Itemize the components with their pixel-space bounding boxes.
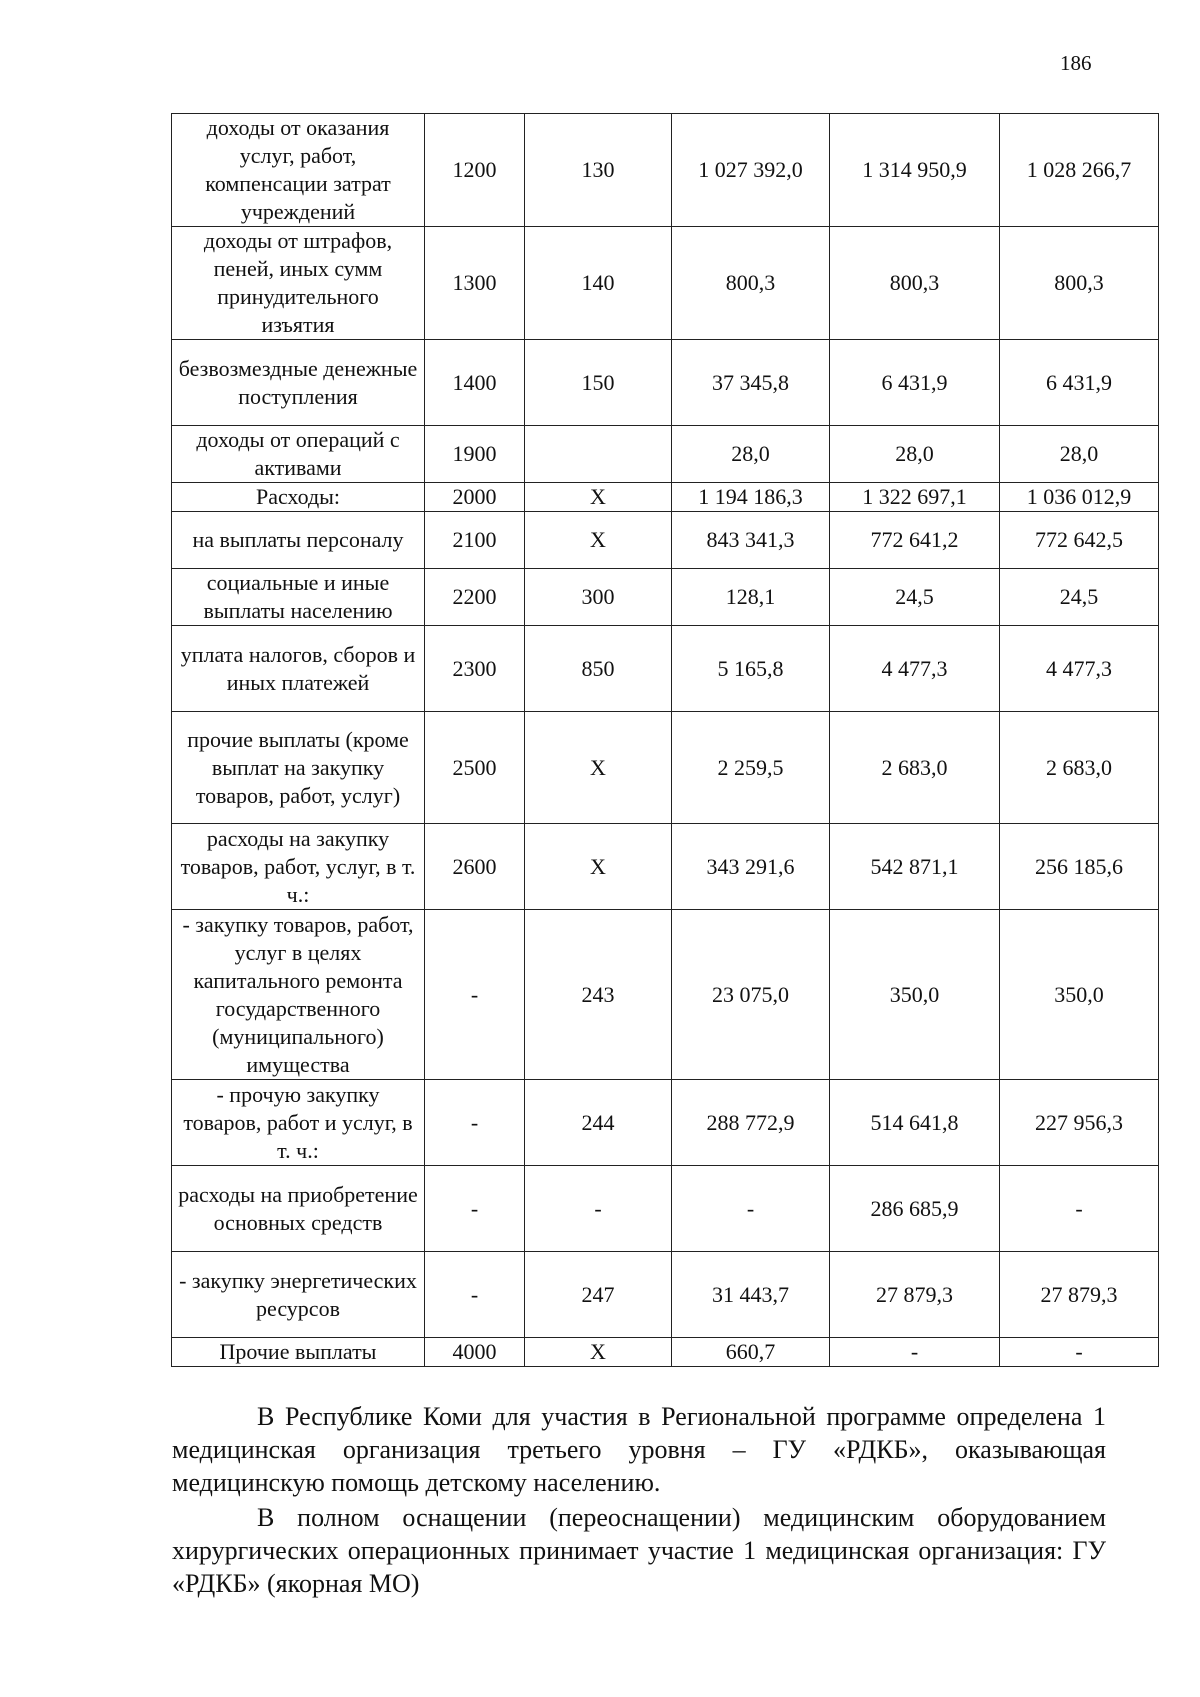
row-value-cell: 800,3: [830, 227, 1000, 340]
row-kbk-cell: X: [525, 824, 672, 910]
row-value-cell: 2 683,0: [1000, 712, 1159, 824]
table-row: [172, 340, 1159, 426]
row-kbk-cell: 247: [525, 1252, 672, 1338]
row-value-cell: 660,7: [672, 1338, 830, 1367]
table-row: [172, 1166, 1159, 1252]
row-value-cell: 514 641,8: [830, 1080, 1000, 1166]
paragraph: В Республике Коми для участия в Региональной программе определена 1 медицинская организация третьего уровня – ГУ «РДКБ», оказывающая медицинскую помощь детскому населению.: [172, 1402, 1106, 1497]
row-value-cell: 1 036 012,9: [1000, 483, 1159, 512]
row-value-cell: 350,0: [1000, 910, 1159, 1080]
row-code-cell: 2100: [425, 512, 525, 569]
row-value-cell: 24,5: [1000, 569, 1159, 626]
row-value-cell: -: [1000, 1166, 1159, 1252]
row-label-cell: доходы от штрафов, пеней, иных сумм принудительного изъятия: [172, 227, 425, 340]
table-row: [172, 824, 1159, 910]
row-value-cell: 4 477,3: [830, 626, 1000, 712]
row-value-cell: 2 683,0: [830, 712, 1000, 824]
row-value-cell: 5 165,8: [672, 626, 830, 712]
row-value-cell: 227 956,3: [1000, 1080, 1159, 1166]
paragraph: В полном оснащении (переоснащении) медицинским оборудованием хирургических операционных принимает участие 1 медицинская организация: ГУ «РДКБ» (якорная МО): [172, 1503, 1106, 1598]
row-value-cell: 256 185,6: [1000, 824, 1159, 910]
row-code-cell: 2200: [425, 569, 525, 626]
row-value-cell: 772 642,5: [1000, 512, 1159, 569]
table-row: [172, 712, 1159, 824]
row-kbk-cell: 300: [525, 569, 672, 626]
row-value-cell: 24,5: [830, 569, 1000, 626]
row-code-cell: 1300: [425, 227, 525, 340]
row-value-cell: 28,0: [672, 426, 830, 483]
table-row: [172, 227, 1159, 340]
row-value-cell: 1 322 697,1: [830, 483, 1000, 512]
row-label-cell: на выплаты персоналу: [172, 512, 425, 569]
row-value-cell: 128,1: [672, 569, 830, 626]
row-value-cell: 343 291,6: [672, 824, 830, 910]
row-kbk-cell: 243: [525, 910, 672, 1080]
row-value-cell: 286 685,9: [830, 1166, 1000, 1252]
table-row: [172, 626, 1159, 712]
row-value-cell: 27 879,3: [830, 1252, 1000, 1338]
table-row: [172, 1338, 1159, 1367]
table-row: [172, 512, 1159, 569]
row-label-cell: социальные и иные выплаты населению: [172, 569, 425, 626]
row-value-cell: 288 772,9: [672, 1080, 830, 1166]
row-kbk-cell: [525, 426, 672, 483]
row-kbk-cell: -: [525, 1166, 672, 1252]
row-label-cell: прочие выплаты (кроме выплат на закупку товаров, работ, услуг): [172, 712, 425, 824]
row-label-cell: доходы от оказания услуг, работ, компенсации затрат учреждений: [172, 114, 425, 227]
row-value-cell: 28,0: [1000, 426, 1159, 483]
row-code-cell: 1400: [425, 340, 525, 426]
row-code-cell: 4000: [425, 1338, 525, 1367]
budget-table-body: [172, 114, 1159, 1367]
row-code-cell: 1900: [425, 426, 525, 483]
table-row: [172, 1252, 1159, 1338]
row-kbk-cell: 140: [525, 227, 672, 340]
row-code-cell: -: [425, 910, 525, 1080]
row-kbk-cell: 244: [525, 1080, 672, 1166]
table-row: [172, 569, 1159, 626]
row-value-cell: 1 314 950,9: [830, 114, 1000, 227]
table-row: [172, 483, 1159, 512]
row-value-cell: 350,0: [830, 910, 1000, 1080]
row-value-cell: 31 443,7: [672, 1252, 830, 1338]
row-code-cell: 2600: [425, 824, 525, 910]
row-value-cell: 6 431,9: [830, 340, 1000, 426]
table-row: [172, 426, 1159, 483]
row-value-cell: 1 194 186,3: [672, 483, 830, 512]
row-value-cell: -: [1000, 1338, 1159, 1367]
row-kbk-cell: X: [525, 512, 672, 569]
row-value-cell: 800,3: [1000, 227, 1159, 340]
table-row: [172, 1080, 1159, 1166]
row-value-cell: 37 345,8: [672, 340, 830, 426]
page-number: 186: [1060, 51, 1092, 75]
row-code-cell: -: [425, 1252, 525, 1338]
row-value-cell: -: [830, 1338, 1000, 1367]
row-value-cell: 1 027 392,0: [672, 114, 830, 227]
row-code-cell: -: [425, 1166, 525, 1252]
row-value-cell: -: [672, 1166, 830, 1252]
row-kbk-cell: 130: [525, 114, 672, 227]
row-label-cell: Расходы:: [172, 483, 425, 512]
body-text: [172, 1400, 1106, 1600]
row-kbk-cell: X: [525, 712, 672, 824]
row-value-cell: 23 075,0: [672, 910, 830, 1080]
row-label-cell: уплата налогов, сборов и иных платежей: [172, 626, 425, 712]
row-code-cell: 2000: [425, 483, 525, 512]
row-value-cell: 800,3: [672, 227, 830, 340]
row-label-cell: Прочие выплаты: [172, 1338, 425, 1367]
row-code-cell: 2300: [425, 626, 525, 712]
row-label-cell: расходы на приобретение основных средств: [172, 1166, 425, 1252]
table-row: [172, 910, 1159, 1080]
row-label-cell: - закупку товаров, работ, услуг в целях капитального ремонта государственного (муниципального) имущества: [172, 910, 425, 1080]
row-code-cell: 1200: [425, 114, 525, 227]
row-value-cell: 28,0: [830, 426, 1000, 483]
row-value-cell: 843 341,3: [672, 512, 830, 569]
row-label-cell: - прочую закупку товаров, работ и услуг, в т. ч.:: [172, 1080, 425, 1166]
row-value-cell: 2 259,5: [672, 712, 830, 824]
row-value-cell: 1 028 266,7: [1000, 114, 1159, 227]
row-code-cell: -: [425, 1080, 525, 1166]
row-value-cell: 27 879,3: [1000, 1252, 1159, 1338]
row-value-cell: 772 641,2: [830, 512, 1000, 569]
row-kbk-cell: X: [525, 1338, 672, 1367]
row-label-cell: расходы на закупку товаров, работ, услуг, в т. ч.:: [172, 824, 425, 910]
row-value-cell: 542 871,1: [830, 824, 1000, 910]
row-code-cell: 2500: [425, 712, 525, 824]
row-kbk-cell: X: [525, 483, 672, 512]
row-kbk-cell: 850: [525, 626, 672, 712]
row-value-cell: 4 477,3: [1000, 626, 1159, 712]
row-value-cell: 6 431,9: [1000, 340, 1159, 426]
row-label-cell: доходы от операций с активами: [172, 426, 425, 483]
budget-table: [171, 113, 1159, 1367]
row-kbk-cell: 150: [525, 340, 672, 426]
row-label-cell: безвозмездные денежные поступления: [172, 340, 425, 426]
table-row: [172, 114, 1159, 227]
row-label-cell: - закупку энергетических ресурсов: [172, 1252, 425, 1338]
